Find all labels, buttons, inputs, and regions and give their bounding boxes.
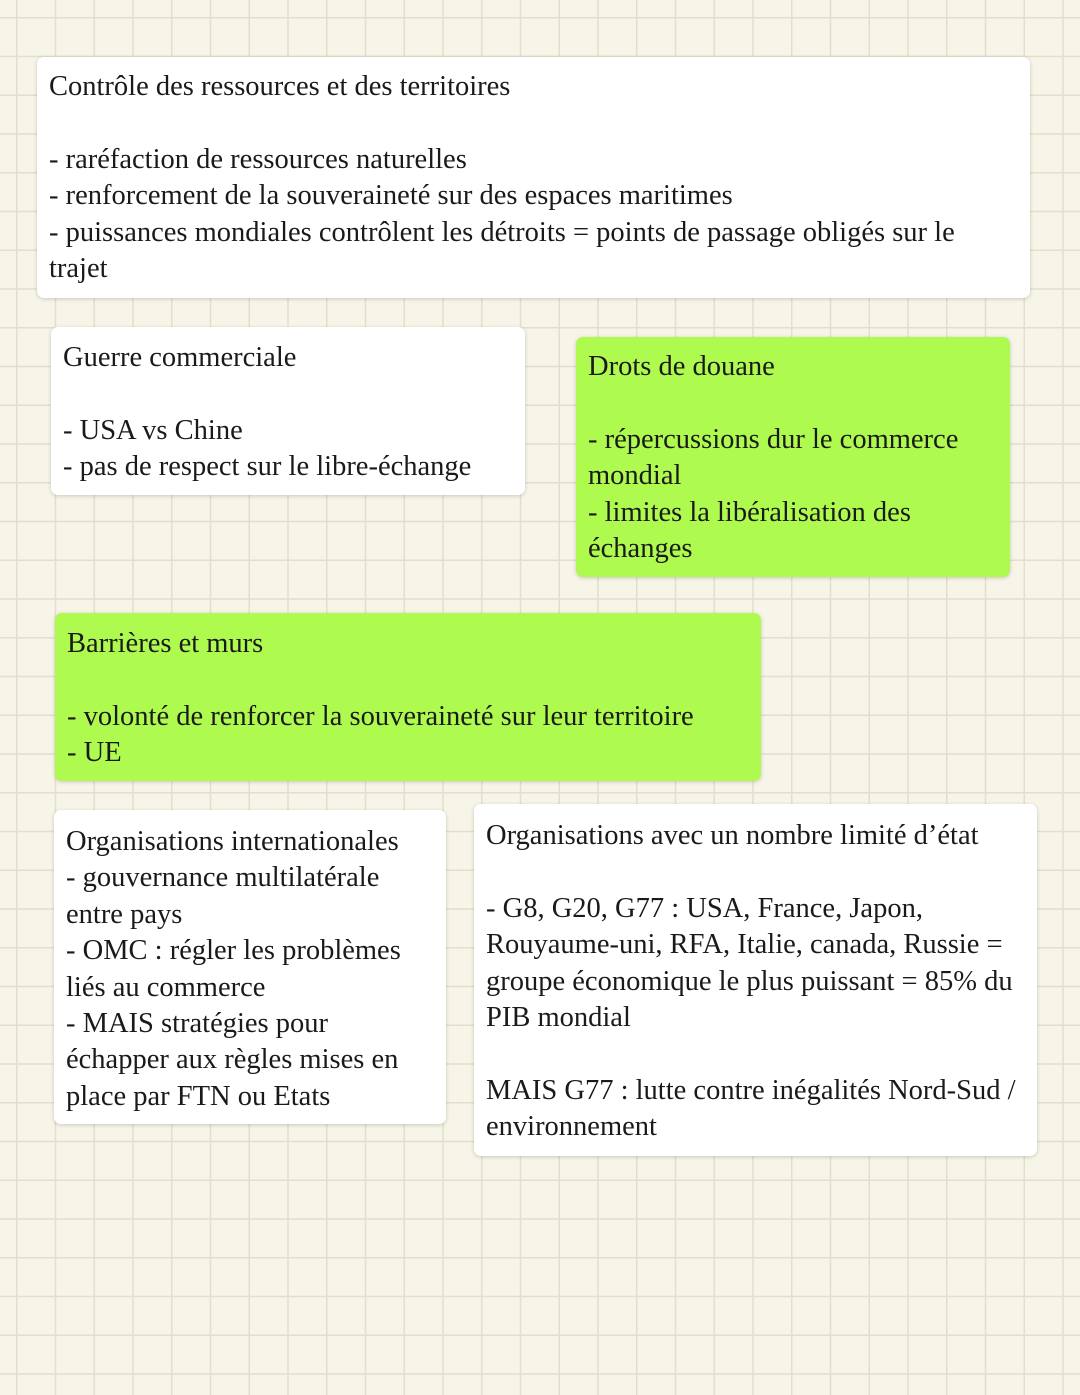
- card-line: [486, 854, 1025, 890]
- note-card-controle-ressources[interactable]: [37, 57, 1030, 298]
- card-title: Contrôle des ressources et des territoires: [49, 71, 511, 102]
- card-line: - répercussions dur le commerce mondial: [588, 423, 966, 492]
- card-line: - G8, G20, G77 : USA, France, Japon, Rouyaume-uni, RFA, Italie, canada, Russie = groupe économique le plus puissant = 85% du PIB mondial: [486, 892, 1020, 1034]
- card-title: Organisations internationales: [66, 826, 399, 857]
- card-line: - volonté de renforcer la souveraineté sur leur territoire: [67, 700, 694, 732]
- card-line: [49, 105, 1018, 141]
- card-line: - MAIS stratégies pour échapper aux règles mises en place par FTN ou Etats: [66, 1008, 406, 1112]
- card-line: [63, 376, 513, 412]
- card-line: - limites la libéralisation des échanges: [588, 496, 919, 565]
- card-line: - UE: [67, 737, 122, 769]
- card-line: - pas de respect sur le libre-échange: [63, 451, 472, 483]
- note-card-droits-douane[interactable]: [576, 337, 1010, 577]
- card-line: - puissances mondiales contrôlent les détroits = points de passage obligés sur le trajet: [49, 216, 962, 285]
- card-line: MAIS G77 : lutte contre inégalités Nord-Sud / environnement: [486, 1074, 1023, 1143]
- card-line: [486, 1036, 1025, 1072]
- card-line: - USA vs Chine: [63, 414, 243, 446]
- card-title: Drots de douane: [588, 351, 775, 382]
- note-card-barrieres-murs[interactable]: [55, 613, 761, 781]
- card-line: [67, 662, 749, 698]
- card-line: - gouvernance multilatérale entre pays: [66, 862, 387, 930]
- note-card-organisations-limitees[interactable]: [474, 804, 1037, 1156]
- card-title: Organisations avec un nombre limité d’état: [486, 820, 979, 851]
- note-card-organisations-internationales[interactable]: [54, 810, 446, 1124]
- card-line: - renforcement de la souveraineté sur des espaces maritimes: [49, 180, 733, 212]
- card-title: Barrières et murs: [67, 628, 264, 659]
- card-line: - OMC : régler les problèmes liés au commerce: [66, 935, 408, 1003]
- note-card-guerre-commerciale[interactable]: [51, 327, 525, 495]
- card-line: - raréfaction de ressources naturelles: [49, 143, 467, 175]
- card-title: Guerre commerciale: [63, 342, 297, 373]
- card-line: [588, 385, 998, 421]
